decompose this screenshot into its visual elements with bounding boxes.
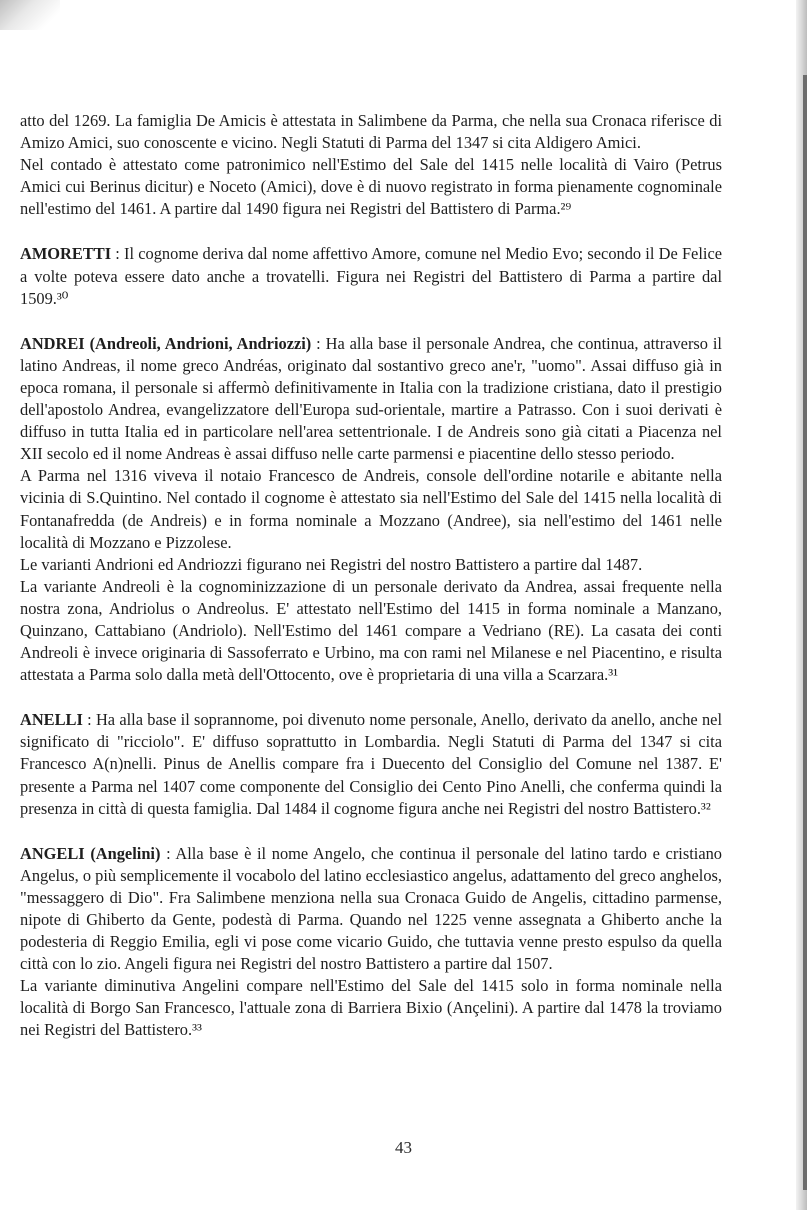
entry-paragraph: La variante diminutiva Angelini compare nell'Estimo del Sale del 1415 solo in forma nominale nella località di Borgo San Francesco, l'attuale zona di Barriera Bixio (Ançelini). A partire dal 1478 la troviamo nei Registri del Battistero.³³ bbox=[20, 976, 722, 1040]
entry-andrei bbox=[20, 333, 722, 466]
entry-paragraph: Le varianti Andrioni ed Andriozzi figurano nei Registri del nostro Battistero a partire dal 1487. bbox=[20, 554, 643, 574]
entry-term: AMORETTI bbox=[20, 244, 112, 264]
continuation-paragraph: atto del 1269. La famiglia De Amicis è attestata in Salimbene da Parma, che nella sua Cronaca riferisce di Amizo Amici, suo conoscente e vicino. Negli Statuti di Parma del 1347 si cita Aldigero Amici. bbox=[20, 111, 722, 153]
entry-text: : Alla base è il nome Angelo, che continua il personale del latino tardo e cristiano Angelus, o più semplicemente il vocabolo del latino ecclesiastico angelus, adattamento del greco anghelos, "messaggero di Dio". Fra Salimbene menziona nella sua Cronaca Guido de Angelis, cittadino parmense, nipote di Ghiberto da Gente, podestà di Parma. Quando nel 1225 venne assegnata a Ghiberto anche la podesteria di Reggio Emilia, egli vi pose come vicario Guido, che tuttavia venne presto espulso da quella città con lo zio. Angeli figura nei Registri del nostro Battistero a partire dal 1507. bbox=[20, 843, 722, 974]
entry-variants: (Andreoli, Andrioni, Andriozzi) bbox=[84, 333, 312, 353]
entry-term: ANDREI bbox=[20, 333, 85, 353]
entry-variants: (Angelini) bbox=[84, 843, 161, 863]
scan-corner-shadow bbox=[0, 0, 60, 30]
entry-text: : Ha alla base il soprannome, poi divenuto nome personale, Anello, derivato da anello, anche nel significato di "ricciolo". E' diffuso soprattutto in Lombardia. Negli Statuti di Parma del 1347 si cita Francesco A(n)nelli. Pinus de Anellis compare fra i Duecento del Consiglio del Comune nel 1387. E' presente a Parma nel 1407 come componente del Consiglio dei Cento Pino Anelli, che conferma quindi la presenza in città di questa famiglia. Dal 1484 il cognome figura anche nei Registri del nostro Battistero.³² bbox=[20, 710, 722, 818]
page-edge-shadow bbox=[803, 75, 807, 1190]
entry-anelli bbox=[20, 709, 722, 819]
entry-paragraph: La variante Andreoli è la cognominizzazione di un personale derivato da Andrea, assai frequente nella nostra zona, Andriolus o Andreolus. E' attestato nell'Estimo del 1415 in forma nominale a Manzano, Quinzano, Cattabiano (Andriolo). Nell'Estimo del 1461 compare a Vedriano (RE). La casata dei conti Andreoli è invece originaria di Sassoferrato e Urbino, ma con rami nel Milanese e nel Piacentino, e risulta attestata a Parma solo dalla metà dell'Ottocento, ove è proprietaria di una villa a Scarzara.³¹ bbox=[20, 576, 722, 685]
continuation-paragraph: Nel contado è attestato come patronimico nell'Estimo del Sale del 1415 nelle località di Vairo (Petrus Amici cui Berinus dicitur) e Noceto (Amici), dove è di nuovo registrato in forma pienamente cognominale nell'estimo del 1461. A partire dal 1490 figura nei Registri del Battistero di Parma.²⁹ bbox=[20, 155, 722, 219]
entry-text: : Ha alla base il personale Andrea, che continua, attraverso il latino Andreas, il nome greco Andréas, originato dal sostantivo greco ane'r, "uomo". Assai diffuso già in epoca romana, il personale si affermò definitivamente in Italia con la tradizione cristiana, dato il prestigio dell'apostolo Andrea, evangelizzatore dell'Europa sud-orientale, martire a Patrasso. Con i suoi derivati è diffuso in tutta Italia ed in particolare nell'area settentrionale. I de Andreis sono già citati a Piacenza nel XII secolo ed il nome Andreas è assai diffuso nelle carte parmensi e piacentine dello stesso periodo. bbox=[20, 333, 722, 464]
page-number: 43 bbox=[395, 1138, 412, 1157]
entry-angeli bbox=[20, 843, 722, 976]
entry-term: ANELLI bbox=[20, 710, 83, 730]
entry-paragraph: A Parma nel 1316 viveva il notaio Francesco de Andreis, console dell'ordine notarile e abitante nella vicinia di S.Quintino. Nel contado il cognome è attestato sia nell'Estimo del Sale del 1415 nella località di Fontanafredda (de Andreis) e in forma nominale a Mozzano (Andree), sia nell'estimo del 1461 nelle località di Mozzano e Pizzolese. bbox=[20, 466, 722, 552]
entry-text: : Il cognome deriva dal nome affettivo Amore, comune nel Medio Evo; secondo il De Felice a volte poteva essere dato anche a trovatelli. Figura nei Registri del Battistero di Parma a partire dal 1509.³⁰ bbox=[20, 244, 722, 308]
document-body bbox=[20, 110, 722, 1042]
entry-term: ANGELI bbox=[20, 843, 85, 863]
entry-amoretti bbox=[20, 243, 722, 309]
